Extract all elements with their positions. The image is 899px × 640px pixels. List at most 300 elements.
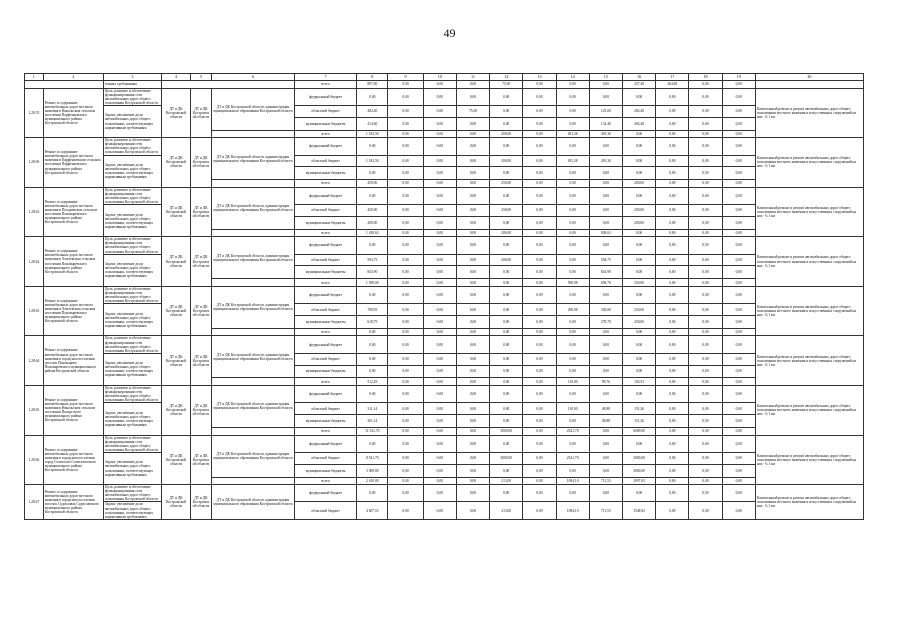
value-cell: 0,00 [656, 353, 689, 365]
value-cell: 0,00 [456, 328, 489, 336]
value-cell: 0,00 [388, 88, 423, 105]
table-cell [211, 229, 294, 237]
partner: ДТ и ДК Костромской области, администрация муниципального образования Костромской области [211, 286, 294, 328]
value-cell: 0,00 [388, 279, 423, 287]
value-cell: 0,00 [556, 385, 589, 402]
value-cell: 0,00 [523, 216, 556, 229]
value-cell: 125,00 [589, 105, 622, 117]
budget-type: федеральный бюджет [294, 435, 356, 452]
preamble-row [25, 81, 864, 89]
value-cell: 0,00 [689, 316, 722, 329]
budget-type: областной бюджет [294, 304, 356, 316]
value-cell: 0,00 [556, 353, 589, 365]
value-cell: 838,63 [589, 229, 622, 237]
value-cell: 278,70 [589, 316, 622, 329]
project-row [25, 485, 864, 502]
value-cell: 0,00 [357, 237, 388, 254]
value-cell: 0,00 [622, 229, 655, 237]
value-cell: 0,00 [689, 130, 722, 138]
value-cell: 0,00 [523, 187, 556, 204]
value-cell: 0,00 [722, 427, 755, 435]
value-cell: 201,14 [357, 415, 388, 428]
task-text: Задача: увеличение доли автомобильных дорог общего пользования, соответствующих нормативным требованиям [103, 452, 161, 484]
value-cell: 0,00 [556, 88, 589, 105]
value-cell: 2541,70 [556, 427, 589, 435]
value-cell: 250,00 [622, 316, 655, 329]
budget-type: муниципальные бюджеты [294, 365, 356, 378]
value-cell: 0,00 [689, 353, 722, 365]
value-cell: 594,75 [589, 254, 622, 266]
value-cell: 0,00 [423, 427, 456, 435]
goal-text: Цель: развитие и обеспечение функционирования сети автомобильных дорог общего пользования Костромской области [103, 435, 161, 452]
column-number: 19 [722, 74, 755, 81]
value-cell: 0,00 [722, 353, 755, 365]
value-cell: 0,00 [589, 427, 622, 435]
value-cell: 0,00 [456, 385, 489, 402]
value-cell: 0,00 [490, 88, 523, 105]
value-cell: 0,00 [456, 117, 489, 130]
value-cell: 75,00 [456, 105, 489, 117]
value-cell: 0,00 [388, 155, 423, 167]
column-number: 14 [556, 74, 589, 81]
value-cell: 0,00 [456, 403, 489, 415]
value-cell: 1094,10 [556, 502, 589, 519]
value-cell: 0,00 [722, 180, 755, 188]
value-cell: 0,00 [490, 237, 523, 254]
value-cell: 0,00 [523, 316, 556, 329]
value-cell: 200,00 [622, 216, 655, 229]
value-cell: 0,00 [689, 167, 722, 180]
value-cell: 0,00 [523, 286, 556, 303]
value-cell: 0,00 [722, 81, 755, 89]
value-cell: 0,00 [589, 81, 622, 89]
budget-type: федеральный бюджет [294, 385, 356, 402]
value-cell: 49,88 [589, 415, 622, 428]
value-cell: 0,00 [556, 138, 589, 155]
value-cell: 0,00 [523, 229, 556, 237]
value-cell: 0,00 [656, 385, 689, 402]
column-number: 16 [622, 74, 655, 81]
value-cell: 0,00 [656, 155, 689, 167]
value-cell: 0,00 [689, 279, 722, 287]
value-cell: 0,00 [589, 237, 622, 254]
project-code: 1.28.65 [25, 385, 44, 435]
value-cell: 0,00 [722, 279, 755, 287]
value-cell: 0,00 [456, 279, 489, 287]
project-name: Ремонт и содержание автомобильных дорог местного значения в городском поселении поселок Судиславль Судиславского муниципального района Костромской области [43, 485, 103, 520]
value-cell: 658,70 [589, 279, 622, 287]
value-cell: 0,00 [689, 304, 722, 316]
value-cell: 75,00 [490, 81, 523, 89]
value-cell: 0,00 [456, 205, 489, 217]
value-cell: 0,00 [456, 415, 489, 428]
table-cell [162, 81, 295, 89]
value-cell: 0,00 [722, 138, 755, 155]
value-cell: 0,00 [656, 485, 689, 502]
value-cell: 594,75 [357, 254, 388, 266]
value-cell: 0,00 [456, 502, 489, 519]
value-cell: 618,79 [357, 316, 388, 329]
value-cell: 0,00 [423, 365, 456, 378]
value-cell: 0,00 [388, 365, 423, 378]
task-text: Задача: увеличение доли автомобильных дорог общего пользования, соответствующих нормативным требованиям [103, 403, 161, 435]
value-cell: 0,00 [490, 365, 523, 378]
partner: ДТ и ДК Костромской области, администрация муниципального образования Костромской области [211, 336, 294, 378]
table-cell [25, 81, 104, 89]
value-cell: 0,00 [388, 403, 423, 415]
column-number: 8 [357, 74, 388, 81]
value-cell: 1 182,50 [357, 130, 388, 138]
partner: ДТ и ДК Костромской области, администрация муниципального образования Костромской области [211, 435, 294, 477]
value-cell: 200,00 [622, 205, 655, 217]
value-cell: 0,00 [423, 316, 456, 329]
project-code: 1.28.67 [25, 485, 44, 520]
value-cell: 0,00 [589, 167, 622, 180]
value-cell: 0,00 [556, 415, 589, 428]
value-cell: 0,00 [722, 435, 755, 452]
value-cell: 0,00 [689, 365, 722, 378]
value-cell: 0,00 [589, 452, 622, 464]
project-row [25, 286, 864, 303]
value-cell: 250,00 [622, 304, 655, 316]
value-cell: 0,00 [388, 502, 423, 519]
column-number: 17 [656, 74, 689, 81]
value-cell: 0,00 [523, 304, 556, 316]
value-cell: 0,00 [490, 385, 523, 402]
value-cell: 0,00 [456, 130, 489, 138]
value-cell: 0,00 [523, 502, 556, 519]
value-cell: 0,00 [388, 205, 423, 217]
value-cell: 0,00 [423, 237, 456, 254]
value-cell: 0,00 [456, 229, 489, 237]
value-cell: 6000,00 [622, 427, 655, 435]
value-cell: 0,00 [589, 336, 622, 353]
value-cell: 0,00 [423, 353, 456, 365]
executor: ДТ и ДК Костромской области [191, 485, 212, 520]
value-cell: 0,00 [556, 365, 589, 378]
value-cell: 0,00 [423, 180, 456, 188]
value-cell: 0,00 [490, 117, 523, 130]
budget-table [24, 73, 864, 520]
value-cell: 0,00 [388, 435, 423, 452]
value-cell: 0,00 [388, 237, 423, 254]
task-text: Задача: увеличение доли автомобильных дорог общего пользования, соответствующих нормативным требованиям [103, 304, 161, 336]
value-cell: 0,00 [689, 180, 722, 188]
expected-result: Капитальный ремонт и ремонт автомобильных дорог общего пользования местного значения и искусственных сооружений на них - 0,1 км [755, 237, 863, 287]
value-cell: 132,40 [589, 117, 622, 130]
value-cell: 0,00 [589, 353, 622, 365]
value-cell: 200,00 [490, 155, 523, 167]
value-cell: 0,00 [523, 435, 556, 452]
value-cell: 0,00 [423, 130, 456, 138]
value-cell: 0,00 [656, 403, 689, 415]
coexecutor: ДТ и ДК Костромской области [162, 237, 191, 287]
value-cell: 0,00 [388, 138, 423, 155]
value-cell: 0,00 [656, 336, 689, 353]
value-cell: 0,00 [490, 336, 523, 353]
value-cell: 0,00 [523, 279, 556, 287]
value-cell: 0,00 [423, 336, 456, 353]
value-cell: 0,00 [490, 286, 523, 303]
project-row [25, 502, 864, 519]
value-cell: 0,00 [490, 279, 523, 287]
value-cell: 0,00 [423, 205, 456, 217]
value-cell: 0,00 [722, 316, 755, 329]
value-cell: 0,00 [423, 328, 456, 336]
value-cell: 0,00 [523, 105, 556, 117]
value-cell: 49,88 [589, 403, 622, 415]
value-cell: 3000,00 [622, 452, 655, 464]
value-cell: 1 599,00 [357, 279, 388, 287]
value-cell: 0,00 [490, 378, 523, 386]
budget-type: областной бюджет [294, 502, 356, 519]
partner: ДТ и ДК Костромской области, администрация муниципального образования Костромской области [211, 485, 294, 520]
value-cell: 0,00 [490, 266, 523, 279]
value-cell: 0,00 [456, 353, 489, 365]
value-cell: 282,40 [622, 105, 655, 117]
value-cell: 0,00 [656, 187, 689, 204]
value-cell: 0,00 [523, 205, 556, 217]
project-code: 1.28.00 [25, 138, 44, 188]
value-cell: 0,00 [656, 216, 689, 229]
value-cell: 0,00 [656, 237, 689, 254]
value-cell: 0,00 [423, 435, 456, 452]
value-cell: 1 182,50 [357, 155, 388, 167]
value-cell: 0,00 [388, 266, 423, 279]
project-name: Ремонт и содержание автомобильных дорог местного значения в Никольском сельском поселении Парфеньевского муниципального района Костромской области [43, 88, 103, 138]
task-text: Задача: увеличение доли автомобильных дорог общего пользования, соответствующих нормативным требованиям [103, 105, 161, 137]
value-cell: 0,00 [589, 205, 622, 217]
expected-result: Капитальный ремонт и ремонт автомобильных дорог общего пользования местного значения и искусственных сооружений на них - 0,1 км [755, 88, 863, 138]
project-row [25, 304, 864, 316]
value-cell: 0,00 [589, 328, 622, 336]
value-cell: 0,00 [656, 304, 689, 316]
value-cell: 0,00 [722, 187, 755, 204]
coexecutor: ДТ и ДК Костромской области [162, 336, 191, 386]
value-cell: 110,00 [556, 403, 589, 415]
value-cell: 8 541,70 [357, 452, 388, 464]
value-cell: 590,98 [556, 279, 589, 287]
coexecutor: ДТ и ДК Костромской области [162, 435, 191, 485]
value-cell: 0,00 [388, 427, 423, 435]
budget-type: областной бюджет [294, 105, 356, 117]
value-cell: 0,00 [622, 328, 655, 336]
value-cell: 0,00 [523, 378, 556, 386]
column-number: 2 [43, 74, 103, 81]
value-cell: 0,00 [722, 229, 755, 237]
value-cell: 0,00 [388, 167, 423, 180]
project-row [25, 105, 864, 117]
value-cell: 491,30 [589, 130, 622, 138]
value-cell: 213,00 [490, 477, 523, 485]
column-number: 11 [456, 74, 489, 81]
project-row [25, 237, 864, 254]
value-cell: 311,14 [357, 403, 388, 415]
value-cell: 0,00 [656, 180, 689, 188]
value-cell: 0,00 [556, 81, 589, 89]
value-cell: 0,00 [689, 187, 722, 204]
value-cell: 0,00 [722, 452, 755, 464]
budget-type: всего [294, 130, 356, 138]
value-cell: 0,00 [388, 385, 423, 402]
value-cell: 0,00 [456, 477, 489, 485]
value-cell: 0,00 [689, 286, 722, 303]
expected-result: Капитальный ремонт и ремонт автомобильных дорог общего пользования местного значения и искусственных сооружений на них - 0,1 км [755, 485, 863, 520]
value-cell: 0,00 [589, 216, 622, 229]
budget-type: всего [294, 279, 356, 287]
value-cell: 0,00 [523, 130, 556, 138]
goal-text: Цель: развитие и обеспечение функционирования сети автомобильных дорог общего пользования Костромской области [103, 187, 161, 204]
column-number: 20 [755, 74, 863, 81]
value-cell: 0,00 [357, 138, 388, 155]
value-cell: 0,00 [423, 88, 456, 105]
value-cell: 414,60 [357, 117, 388, 130]
value-cell: 0,00 [523, 415, 556, 428]
value-cell: 0,00 [423, 266, 456, 279]
value-cell: 0,00 [388, 304, 423, 316]
column-number: 5 [191, 74, 212, 81]
table-cell [211, 130, 294, 138]
value-cell: 0,00 [656, 435, 689, 452]
value-cell: 0,00 [456, 167, 489, 180]
expected-result: Капитальный ремонт и ремонт автомобильных дорог общего пользования местного значения и искусственных сооружений на них - 0,1 км [755, 385, 863, 435]
value-cell: 0,00 [656, 229, 689, 237]
project-name: Ремонт и содержание автомобильных дорог местного значения в городском поселении поселок Поназырево Поназыревского муниципального района Костромской области [43, 336, 103, 386]
value-cell: 0,00 [689, 328, 722, 336]
value-cell: 0,00 [423, 216, 456, 229]
executor: ДТ и ДК Костромской области [191, 286, 212, 336]
value-cell: 0,00 [656, 502, 689, 519]
value-cell: 0,00 [423, 138, 456, 155]
value-cell: 0,00 [388, 105, 423, 117]
value-cell: 843,90 [357, 266, 388, 279]
value-cell: 0,00 [456, 237, 489, 254]
value-cell: 0,00 [357, 167, 388, 180]
coexecutor: ДТ и ДК Костромской области [162, 138, 191, 188]
value-cell: 0,00 [656, 279, 689, 287]
value-cell: 0,00 [490, 485, 523, 502]
value-cell: 0,00 [656, 427, 689, 435]
value-cell: 151,26 [622, 415, 655, 428]
value-cell: 0,00 [556, 187, 589, 204]
value-cell: 482,40 [357, 105, 388, 117]
budget-type: областной бюджет [294, 155, 356, 167]
value-cell: 0,00 [556, 328, 589, 336]
value-cell: 0,00 [722, 464, 755, 477]
budget-type: муниципальные бюджеты [294, 415, 356, 428]
value-cell: 0,00 [656, 88, 689, 105]
value-cell: 0,00 [388, 117, 423, 130]
value-cell: 0,00 [456, 187, 489, 204]
value-cell: 0,00 [656, 138, 689, 155]
value-cell: 350,00 [622, 279, 655, 287]
value-cell: 0,00 [490, 216, 523, 229]
project-code: 1.28.62 [25, 237, 44, 287]
value-cell: 0,00 [523, 138, 556, 155]
budget-type: муниципальные бюджеты [294, 216, 356, 229]
value-cell: 0,00 [622, 353, 655, 365]
expected-result: Капитальный ремонт и ремонт автомобильных дорог общего пользования местного значения и искусственных сооружений на них - 0,1 км [755, 286, 863, 336]
value-cell: 0,00 [490, 403, 523, 415]
page-number: 49 [443, 26, 456, 40]
value-cell: 0,00 [656, 378, 689, 386]
column-number: 18 [689, 74, 722, 81]
value-cell: 0,00 [490, 353, 523, 365]
executor: ДТ и ДК Костромской области [191, 435, 212, 485]
value-cell: 0,00 [722, 130, 755, 138]
column-number: 4 [162, 74, 191, 81]
budget-type: областной бюджет [294, 353, 356, 365]
value-cell: 0,00 [523, 452, 556, 464]
value-cell: 0,00 [388, 216, 423, 229]
goal-text: Цель: развитие и обеспечение функционирования сети автомобильных дорог общего пользования Костромской области [103, 485, 161, 502]
executor: ДТ и ДК Костромской области [191, 187, 212, 237]
budget-type: муниципальные бюджеты [294, 167, 356, 180]
value-cell: 0,00 [589, 485, 622, 502]
table-cell [211, 427, 294, 435]
value-cell: 0,00 [523, 464, 556, 477]
value-cell: 0,00 [357, 435, 388, 452]
value-cell: 0,00 [689, 403, 722, 415]
goal-text: Цель: развитие и обеспечение функционирования сети автомобильных дорог общего пользования Костромской области [103, 138, 161, 155]
value-cell: 0,00 [456, 464, 489, 477]
value-cell: 0,00 [622, 237, 655, 254]
value-cell: 0,00 [456, 316, 489, 329]
value-cell: 4 607,53 [357, 502, 388, 519]
budget-type: федеральный бюджет [294, 237, 356, 254]
value-cell: 450,00 [357, 205, 388, 217]
value-cell: 0,00 [388, 353, 423, 365]
value-cell: 0,00 [622, 266, 655, 279]
value-cell: 0,00 [523, 477, 556, 485]
value-cell: 0,00 [622, 138, 655, 155]
value-cell: 0,00 [357, 365, 388, 378]
partner: ДТ и ДК Костромской области, администрация муниципального образования Костромской области [211, 237, 294, 279]
budget-type: федеральный бюджет [294, 485, 356, 502]
expected-result: Капитальный ремонт и ремонт автомобильных дорог общего пользования местного значения и искусственных сооружений на них - 0,1 км [755, 336, 863, 386]
coexecutor: ДТ и ДК Костромской области [162, 485, 191, 520]
value-cell: 0,00 [490, 304, 523, 316]
value-cell: 843,90 [589, 266, 622, 279]
value-cell: 3000,00 [622, 464, 655, 477]
value-cell: 0,00 [523, 88, 556, 105]
value-cell: 1097,65 [622, 477, 655, 485]
value-cell: 0,00 [523, 385, 556, 402]
executor: ДТ и ДК Костромской области [191, 385, 212, 435]
value-cell: 200,00 [490, 254, 523, 266]
value-cell: 0,00 [456, 485, 489, 502]
value-cell: 0,00 [622, 155, 655, 167]
value-cell: 99,76 [589, 378, 622, 386]
expected-result: Капитальный ремонт и ремонт автомобильных дорог общего пользования местного значения и искусственных сооружений на них - 0,1 км [755, 187, 863, 237]
value-cell: 3 000,00 [357, 464, 388, 477]
value-cell: 0,00 [656, 205, 689, 217]
column-number: 1 [25, 74, 44, 81]
value-cell: 257,40 [622, 81, 655, 89]
value-cell: 0,00 [556, 216, 589, 229]
value-cell: 450,00 [357, 180, 388, 188]
value-cell: 0,00 [689, 385, 722, 402]
value-cell: 0,00 [423, 117, 456, 130]
budget-type: областной бюджет [294, 205, 356, 217]
value-cell: 0,00 [722, 485, 755, 502]
budget-type: всего [294, 378, 356, 386]
expected-result: Капитальный ремонт и ремонт автомобильных дорог общего пользования местного значения и искусственных сооружений на них - 0,1 км [755, 435, 863, 485]
value-cell: 0,00 [622, 167, 655, 180]
value-cell: 0,00 [689, 237, 722, 254]
value-cell: 0,00 [622, 88, 655, 105]
value-cell: 0,00 [722, 117, 755, 130]
